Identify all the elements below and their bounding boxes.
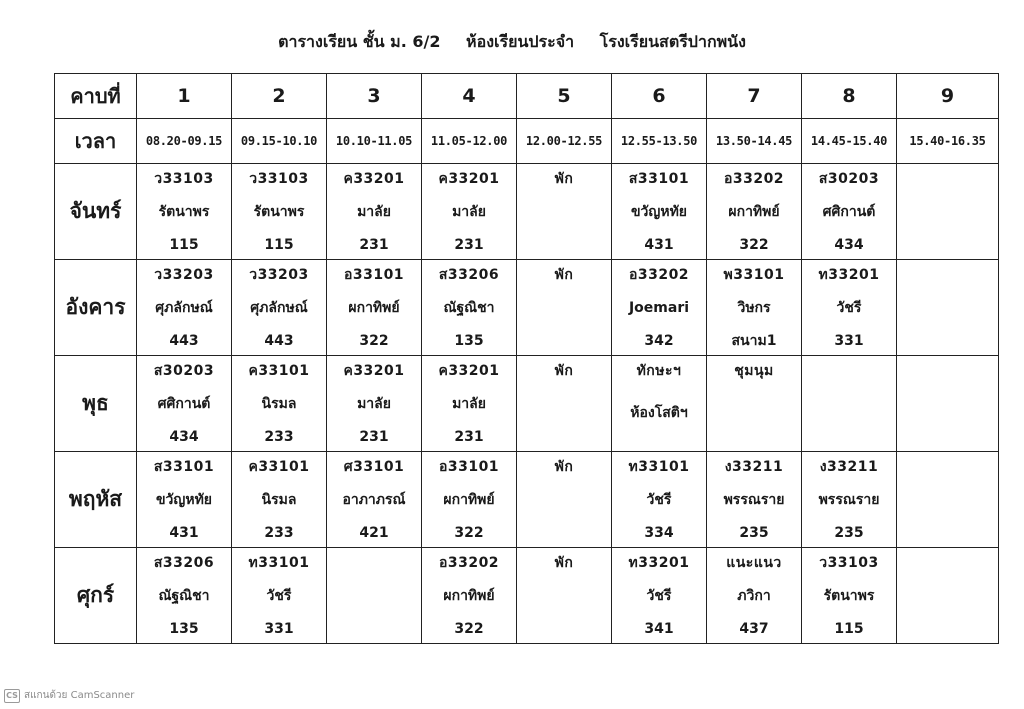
schedule-cell	[327, 164, 422, 260]
cell-room: 322	[739, 236, 769, 253]
schedule-cell	[137, 164, 232, 260]
cell-code: ว33103	[154, 170, 214, 187]
cell-teacher: ศุภลักษณ์	[250, 299, 308, 316]
cell-room: 135	[169, 620, 199, 637]
period-number: 9	[897, 74, 999, 119]
scanner-watermark	[4, 688, 134, 703]
cell-teacher: ผกาทิพย์	[348, 299, 400, 316]
cell-room: 231	[454, 236, 484, 253]
schedule-cell	[897, 164, 999, 260]
schedule-cell	[232, 548, 327, 644]
cell-teacher: นิรมล	[261, 395, 297, 412]
cell-code: ว33103	[249, 170, 309, 187]
day-label: พุธ	[55, 356, 137, 452]
time-slot: 08.20-09.15	[137, 119, 232, 164]
cell-teacher: ขวัญหทัย	[155, 491, 213, 508]
cell-code: ชุมนุม	[734, 362, 774, 379]
time-slot: 12.55-13.50	[612, 119, 707, 164]
schedule-cell	[612, 548, 707, 644]
cell-teacher: ขวัญหทัย	[630, 203, 688, 220]
cell-room: 437	[739, 620, 769, 637]
cell-room: 434	[169, 428, 199, 445]
cell-code: ศ33101	[343, 458, 405, 475]
schedule-cell	[897, 548, 999, 644]
cell-room: 231	[359, 236, 389, 253]
cell-teacher: ศศิกานต์	[822, 203, 876, 220]
cell-code: อ33101	[438, 458, 500, 475]
schedule-cell	[802, 260, 897, 356]
period-number: 4	[422, 74, 517, 119]
schedule-cell	[612, 260, 707, 356]
time-slot: 13.50-14.45	[707, 119, 802, 164]
cell-teacher: วัชรี	[836, 299, 862, 316]
cell-code: อ33202	[628, 266, 690, 283]
cell-code: ส30203	[153, 362, 215, 379]
time-slot: 14.45-15.40	[802, 119, 897, 164]
cell-code: แนะแนว	[726, 554, 782, 571]
page-title	[0, 30, 1024, 55]
day-row	[55, 260, 999, 356]
cell-teacher: มาลัย	[452, 203, 486, 220]
schedule-cell	[802, 452, 897, 548]
schedule-cell	[802, 548, 897, 644]
schedule-cell	[897, 260, 999, 356]
cell-code: อ33202	[438, 554, 500, 571]
cell-code: ท33101	[628, 458, 690, 475]
cell-code: ว33203	[249, 266, 309, 283]
period-number: 2	[232, 74, 327, 119]
schedule-cell	[517, 548, 612, 644]
cell-code: ส30203	[818, 170, 880, 187]
cell-teacher: พรรณราย	[723, 491, 785, 508]
cell-teacher: พรรณราย	[818, 491, 880, 508]
day-row	[55, 548, 999, 644]
cell-room: 231	[359, 428, 389, 445]
schedule-cell	[707, 548, 802, 644]
cell-room: 115	[834, 620, 864, 637]
schedule-cell	[707, 164, 802, 260]
cell-room: 443	[264, 332, 294, 349]
cell-teacher: รัตนาพร	[253, 203, 305, 220]
title-school: โรงเรียนสตรีปากพนัง	[599, 32, 746, 51]
schedule-cell	[612, 164, 707, 260]
cell-room: 421	[359, 524, 389, 541]
period-number: 1	[137, 74, 232, 119]
time-header-row	[55, 119, 999, 164]
schedule-cell	[612, 356, 707, 452]
cell-code: ทักษะฯ	[636, 362, 682, 379]
schedule-cell	[327, 548, 422, 644]
cell-code: ง33211	[819, 458, 879, 475]
cell-room: 434	[834, 236, 864, 253]
cell-room: สนาม1	[731, 332, 777, 349]
cell-room: 235	[739, 524, 769, 541]
cell-code: ว33203	[154, 266, 214, 283]
cell-room: 322	[359, 332, 389, 349]
cell-room: 331	[834, 332, 864, 349]
time-label: เวลา	[55, 119, 137, 164]
schedule-cell	[707, 452, 802, 548]
schedule-cell	[137, 260, 232, 356]
schedule-cell	[897, 356, 999, 452]
cell-code: ว33103	[819, 554, 879, 571]
schedule-cell	[422, 164, 517, 260]
schedule-cell	[232, 452, 327, 548]
cell-code: ส33101	[628, 170, 690, 187]
period-number: 5	[517, 74, 612, 119]
cell-code: ค33101	[248, 362, 310, 379]
schedule-cell	[422, 452, 517, 548]
cell-teacher: มาลัย	[357, 395, 391, 412]
cell-code: ค33201	[438, 362, 500, 379]
cell-teacher: วัชรี	[646, 587, 672, 604]
schedule-cell	[422, 548, 517, 644]
cell-code: ท33201	[818, 266, 880, 283]
period-number: 8	[802, 74, 897, 119]
cell-teacher: มาลัย	[452, 395, 486, 412]
cell-room: 233	[264, 428, 294, 445]
schedule-cell	[612, 452, 707, 548]
schedule-cell	[707, 356, 802, 452]
cell-teacher: Joemari	[628, 299, 690, 316]
cell-room: 431	[644, 236, 674, 253]
cell-code: ง33211	[724, 458, 784, 475]
cell-code: ค33201	[343, 362, 405, 379]
schedule-cell	[517, 164, 612, 260]
schedule-cell	[897, 452, 999, 548]
time-slot: 12.00-12.55	[517, 119, 612, 164]
cell-room: 331	[264, 620, 294, 637]
cell-teacher: ผกาทิพย์	[443, 587, 495, 604]
cell-room: 334	[644, 524, 674, 541]
schedule-cell	[327, 452, 422, 548]
cell-code: ท33101	[248, 554, 310, 571]
cell-code: ค33101	[248, 458, 310, 475]
cell-teacher: วัชรี	[266, 587, 292, 604]
day-row	[55, 164, 999, 260]
cell-teacher: ณัฐณิชา	[443, 299, 495, 316]
cell-teacher: ณัฐณิชา	[158, 587, 210, 604]
schedule-cell	[232, 356, 327, 452]
cell-code: พัก	[554, 266, 574, 283]
cell-teacher: มาลัย	[357, 203, 391, 220]
cell-room: 235	[834, 524, 864, 541]
cell-teacher: ห้องโสติฯ	[630, 404, 688, 421]
day-row	[55, 452, 999, 548]
schedule-cell	[137, 356, 232, 452]
schedule-cell	[422, 260, 517, 356]
schedule-cell	[517, 260, 612, 356]
cell-room: 322	[454, 620, 484, 637]
cell-room: 431	[169, 524, 199, 541]
period-number: 6	[612, 74, 707, 119]
schedule-cell	[802, 356, 897, 452]
time-slot: 09.15-10.10	[232, 119, 327, 164]
cell-code: ท33201	[628, 554, 690, 571]
cell-code: อ33101	[343, 266, 405, 283]
time-slot: 15.40-16.35	[897, 119, 999, 164]
schedule-cell	[137, 548, 232, 644]
cell-teacher: รัตนาพร	[158, 203, 210, 220]
cell-room: 115	[169, 236, 199, 253]
schedule-cell	[517, 356, 612, 452]
cell-teacher: วิษกร	[737, 299, 771, 316]
cell-teacher: ผกาทิพย์	[728, 203, 780, 220]
day-label: จันทร์	[55, 164, 137, 260]
day-label: ศุกร์	[55, 548, 137, 644]
cell-code: ส33206	[153, 554, 215, 571]
day-row	[55, 356, 999, 452]
watermark-text: สแกนด้วย CamScanner	[24, 690, 135, 701]
cell-code: ค33201	[438, 170, 500, 187]
time-slot: 10.10-11.05	[327, 119, 422, 164]
title-homeroom: ห้องเรียนประจำ	[466, 32, 575, 51]
cell-room: 115	[264, 236, 294, 253]
cell-code: พัก	[554, 170, 574, 187]
cell-teacher: ศุภลักษณ์	[155, 299, 213, 316]
timetable	[54, 73, 999, 644]
cell-teacher: วัชรี	[646, 491, 672, 508]
cell-teacher: ผกาทิพย์	[443, 491, 495, 508]
schedule-cell	[422, 356, 517, 452]
cell-room: 322	[454, 524, 484, 541]
schedule-cell	[517, 452, 612, 548]
schedule-cell	[327, 356, 422, 452]
day-label: พฤหัส	[55, 452, 137, 548]
cell-room: 341	[644, 620, 674, 637]
period-number: 7	[707, 74, 802, 119]
cell-code: ค33201	[343, 170, 405, 187]
cell-teacher: ภวิกา	[737, 587, 771, 604]
cell-room: 231	[454, 428, 484, 445]
cell-code: พัก	[554, 362, 574, 379]
cell-room: 135	[454, 332, 484, 349]
schedule-cell	[232, 260, 327, 356]
cell-code: ส33101	[153, 458, 215, 475]
period-label: คาบที่	[55, 74, 137, 119]
period-number: 3	[327, 74, 422, 119]
camscanner-logo-icon: CS	[4, 689, 20, 703]
cell-teacher: นิรมล	[261, 491, 297, 508]
cell-code: พ33101	[723, 266, 785, 283]
title-class: ตารางเรียน ชั้น ม. 6/2	[278, 32, 441, 51]
cell-room: 233	[264, 524, 294, 541]
period-header-row	[55, 74, 999, 119]
schedule-cell	[707, 260, 802, 356]
cell-code: ส33206	[438, 266, 500, 283]
cell-teacher: ศศิกานต์	[157, 395, 211, 412]
day-rows	[55, 164, 999, 644]
schedule-cell	[802, 164, 897, 260]
cell-code: พัก	[554, 554, 574, 571]
cell-teacher: รัตนาพร	[823, 587, 875, 604]
cell-code: พัก	[554, 458, 574, 475]
schedule-cell	[137, 452, 232, 548]
cell-teacher: อาภาภรณ์	[342, 491, 406, 508]
cell-code: อ33202	[723, 170, 785, 187]
cell-room: 342	[644, 332, 674, 349]
cell-room: 443	[169, 332, 199, 349]
day-label: อังคาร	[55, 260, 137, 356]
schedule-cell	[327, 260, 422, 356]
schedule-cell	[232, 164, 327, 260]
time-slot: 11.05-12.00	[422, 119, 517, 164]
